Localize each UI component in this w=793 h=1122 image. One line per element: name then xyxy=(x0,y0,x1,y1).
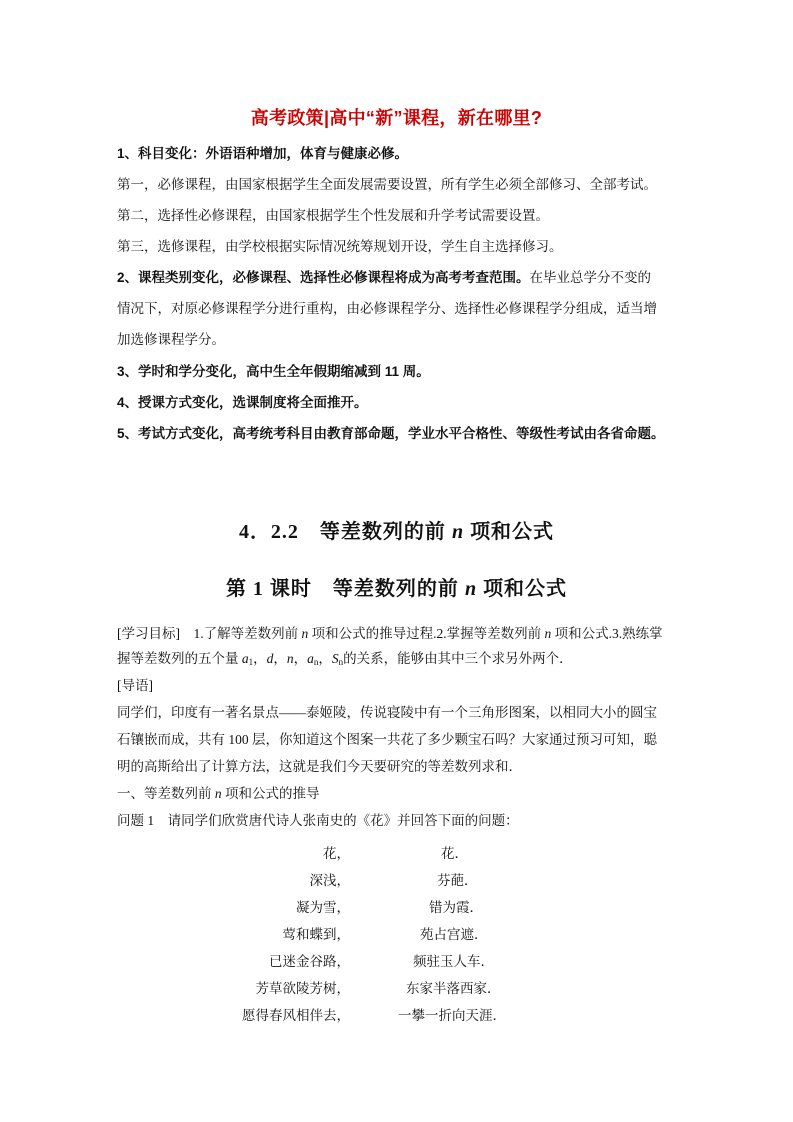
poem-line xyxy=(0,923,793,943)
text: 的关系，能够由其中三个求另外两个． xyxy=(343,651,573,666)
poem-left: 愿得春风相伴去， xyxy=(242,1008,350,1023)
intro-label: [导语] xyxy=(117,678,153,693)
news-paragraph-6 xyxy=(117,356,682,387)
intro-line-3: 明的高斯给出了计算方法，这就是我们今天要研究的等差数列求和． xyxy=(117,759,522,774)
news-paragraph-8 xyxy=(117,418,682,449)
poem-right: 苑占宫遮． xyxy=(420,927,488,942)
news-paragraph-3: 第二，选择性必修课程，由国家根据学生个性发展和升学考试需要设置。 xyxy=(117,208,549,223)
poem-left: 莺和蝶到， xyxy=(282,927,350,942)
text: ， xyxy=(318,651,332,666)
poem-left: 已迷金谷路， xyxy=(269,954,350,969)
text: ， xyxy=(253,651,267,666)
poem-left: 芳草欲陵芳树， xyxy=(255,981,350,996)
text: 一、等差数列前 xyxy=(117,786,215,801)
poem-line xyxy=(0,896,793,916)
poem-right: 频驻玉人车． xyxy=(413,954,494,969)
text: 项和公式.3.熟练掌 xyxy=(551,626,663,641)
intro-line-2: 石镶嵌而成，共有 100 层，你知道这个图案一共花了多少颗宝石吗？大家通过预习可知，聪 xyxy=(117,732,657,747)
heading-text: 4．2.2 等差数列的前 xyxy=(238,521,452,543)
math-variable: n xyxy=(214,786,222,801)
text: 项和公式的推导过程.2.掌握等差数列前 xyxy=(308,626,545,641)
section-heading xyxy=(0,515,793,544)
math-variable: n xyxy=(544,626,552,641)
bold-text: 3、学时和学分变化，高中生全年假期缩减到 11 周。 xyxy=(117,364,430,379)
math-variable: n xyxy=(451,521,465,543)
text: [学习目标] 1.了解等差数列前 xyxy=(117,626,302,641)
section-1-title xyxy=(117,781,682,806)
learning-goals-line-2 xyxy=(117,646,682,675)
poem-right: 错为霞． xyxy=(429,900,483,915)
poem-left: 深浅， xyxy=(309,873,350,888)
text: 项和公式的推导 xyxy=(221,786,320,801)
text: 握等差数列的五个量 xyxy=(117,651,242,666)
poem-line xyxy=(0,1004,793,1024)
news-title: 高考政策|高中“新”课程，新在哪里? xyxy=(250,108,543,128)
text: ， xyxy=(273,651,287,666)
intro-line-1: 同学们，印度有一著名景点——泰姬陵，传说寝陵中有一个三角形图案，以相同大小的圆宝 xyxy=(117,705,657,720)
news-paragraph-5 xyxy=(117,262,682,293)
poem-line xyxy=(0,950,793,970)
news-paragraph-5-line-3: 加选修课程学分。 xyxy=(117,332,225,347)
heading-text: 第 1 课时 等差数列的前 xyxy=(225,578,465,600)
poem-right: 一攀一折向天涯． xyxy=(398,1008,506,1023)
bold-text: 2、课程类别变化，必修课程、选择性必修课程将成为高考考查范围。 xyxy=(117,270,530,285)
poem-left: 凝为雪， xyxy=(296,900,350,915)
math-subscript: n xyxy=(313,657,319,667)
heading-text: 项和公式 xyxy=(477,578,568,600)
bold-text: 5、考试方式变化，高考统考科目由教育部命题，学业水平合格性、等级性考试由各省命题。 xyxy=(117,426,665,441)
math-variable: d xyxy=(266,651,274,666)
news-paragraph-5-line-2: 情况下，对原必修课程学分进行重构，由必修课程学分、选择性必修课程学分组成，适当增 xyxy=(117,301,657,316)
news-paragraph-7 xyxy=(117,387,682,418)
math-variable: S xyxy=(331,651,339,666)
news-paragraph-4: 第三，选修课程，由学校根据实际情况统筹规划开设，学生自主选择修习。 xyxy=(117,239,563,254)
poem-right: 花． xyxy=(441,846,468,861)
heading-text: 项和公式 xyxy=(464,521,555,543)
math-variable: n xyxy=(286,651,294,666)
lesson-heading xyxy=(0,572,793,601)
math-variable: a xyxy=(307,651,314,666)
normal-text: 在毕业总学分不变的 xyxy=(529,270,652,285)
learning-goals-line-1 xyxy=(117,621,682,646)
question-1: 问题 1 请同学们欣赏唐代诗人张南史的《花》并回答下面的问题： xyxy=(117,813,519,828)
poem-right: 东家半落西家． xyxy=(406,981,501,996)
math-variable: n xyxy=(464,578,478,600)
bold-text: 4、授课方式变化，选课制度将全面推开。 xyxy=(117,395,368,410)
math-subscript: 1 xyxy=(248,657,254,667)
math-variable: n xyxy=(301,626,309,641)
math-subscript: n xyxy=(338,657,344,667)
poem-line xyxy=(0,842,793,862)
poem-line xyxy=(0,869,793,889)
math-variable: a xyxy=(241,651,249,666)
poem-right: 芬葩． xyxy=(437,873,478,888)
poem-left: 花， xyxy=(323,846,350,861)
bold-text: 1、科目变化：外语语种增加，体育与健康必修。 xyxy=(117,146,409,161)
news-paragraph-1 xyxy=(117,138,682,169)
news-paragraph-2: 第一，必修课程，由国家根据学生全面发展需要设置，所有学生必须全部修习、全部考试。 xyxy=(117,177,657,192)
poem-line xyxy=(0,977,793,997)
text: ， xyxy=(293,651,308,666)
